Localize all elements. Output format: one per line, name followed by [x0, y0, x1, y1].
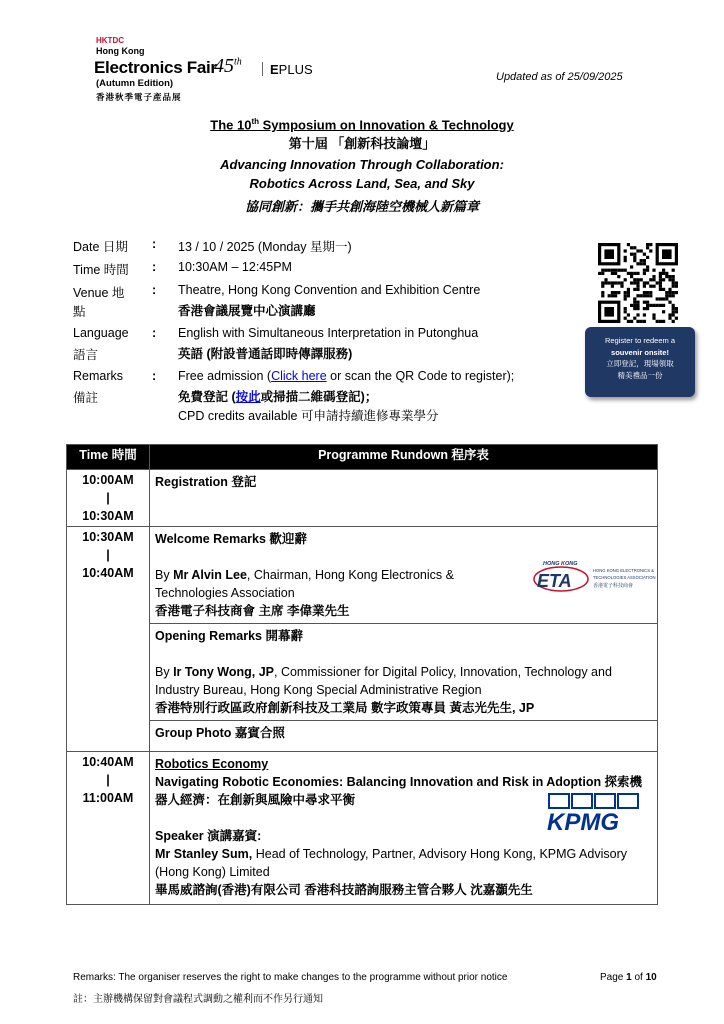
- footer-remark-zh: 註：主辦機構保留對會議程式調動之權利而不作另行通知: [73, 994, 323, 1005]
- footer-remark-en: Remarks: The organiser reserves the right to make changes to the programme without prior notice: [73, 972, 508, 983]
- venue-colon: :: [152, 283, 157, 297]
- theme-zh: 協同創新：攜手共創海陸空機械人新篇章: [244, 199, 479, 214]
- opening-cell: [150, 624, 658, 721]
- qr-caption-4: 精美禮品一份: [617, 370, 663, 380]
- theme-line-1: Advancing Innovation Through Collaboration:: [220, 157, 504, 172]
- logo-city: Hong Kong: [96, 46, 145, 56]
- venue-label-2: 點: [73, 305, 86, 319]
- time-label: Time 時間: [73, 263, 129, 277]
- language-label: Language: [73, 326, 129, 340]
- opening-speaker: By Ir Tony Wong, JP, Commissioner for Digital Policy, Innovation, Technology and Industry Bureau, Hong Kong Special Administrative Region: [155, 665, 612, 697]
- eta-logo: [531, 555, 656, 605]
- table-row: [67, 752, 658, 905]
- row-time: 10:30AM | 10:40AM: [67, 527, 150, 752]
- welcome-title: Welcome Remarks 歡迎辭: [155, 532, 307, 546]
- qr-caption-3: 立即登記，現場領取: [606, 359, 674, 368]
- qr-caption-1: Register to redeem a: [604, 336, 676, 345]
- language-colon: :: [152, 326, 157, 340]
- svg-text:HONG KONG: HONG KONG: [543, 561, 578, 567]
- economy-speaker: Mr Stanley Sum, Head of Technology, Partner, Advisory Hong Kong, KPMG Advisory (Hong Kong) Limited: [155, 847, 627, 879]
- date-label: Date 日期: [73, 240, 128, 254]
- remarks-label-2: 備註: [73, 391, 99, 405]
- date-colon: :: [152, 237, 157, 251]
- remarks-line-3: CPD credits available 可申請持續進修專業學分: [178, 409, 439, 423]
- language-value-en: English with Simultaneous Interpretation in Putonghua: [178, 326, 479, 340]
- welcome-speaker-zh: 香港電子科技商會 主席 李偉業先生: [155, 604, 350, 618]
- welcome-speaker: By Mr Alvin Lee, Chairman, Hong Kong Electronics & Technologies Association: [155, 568, 454, 600]
- logo-fair-name-zh: 香港秋季電子產品展: [96, 92, 182, 102]
- group-photo-cell: Group Photo 嘉賓合照: [150, 721, 658, 752]
- svg-text:香港電子科技商會: 香港電子科技商會: [593, 583, 634, 589]
- programme-table: [66, 444, 658, 905]
- logo-fair-name: Electronics Fair: [94, 58, 217, 77]
- hktdc-logo: HKTDC: [96, 36, 124, 45]
- svg-text:TECHNOLOGIES ASSOCIATION: TECHNOLOGIES ASSOCIATION: [593, 575, 656, 580]
- remarks-colon: :: [152, 369, 157, 383]
- row-time: 10:00AM | 10:30AM: [67, 470, 150, 527]
- remarks-label: Remarks: [73, 369, 124, 383]
- table-row: [67, 624, 658, 721]
- registration-cell: Registration 登記: [150, 470, 658, 527]
- qr-caption-box: [585, 327, 695, 397]
- qr-caption-2: souvenir onsite!: [611, 347, 669, 357]
- svg-text:HONG KONG ELECTRONICS &: HONG KONG ELECTRONICS &: [593, 568, 654, 573]
- col-time-header: Time 時間: [67, 445, 150, 470]
- economy-topic: Navigating Robotic Economies: Balancing Innovation and Risk in Adoption 探索機器人經濟：在創新與風險中尋求平衡: [155, 775, 643, 807]
- page-number: Page 1 of 10: [600, 972, 657, 983]
- language-label-2: 語言: [73, 348, 99, 362]
- table-header-row: [67, 445, 658, 470]
- remarks-line-2: 免費登記 (按此或掃描二維碼登記)；: [178, 390, 378, 404]
- table-row: [67, 470, 658, 527]
- remarks-line-1: Free admission (Click here or scan the QR Code to register);: [178, 369, 515, 383]
- language-value-zh: 英語 (附設普通話即時傳譯服務): [178, 347, 353, 361]
- welcome-cell: [150, 527, 658, 624]
- theme-line-2: Robotics Across Land, Sea, and Sky: [249, 176, 475, 191]
- time-colon: :: [152, 260, 157, 274]
- table-row: [67, 721, 658, 752]
- table-row: [67, 527, 658, 624]
- register-link[interactable]: Click here: [271, 369, 327, 383]
- opening-title: Opening Remarks 開幕辭: [155, 629, 303, 643]
- economy-cell: [150, 752, 658, 905]
- time-value: 10:30AM – 12:45PM: [178, 260, 292, 274]
- venue-label: Venue 地: [73, 286, 125, 300]
- kpmg-logo: [545, 792, 645, 834]
- updated-date: Updated as of 25/09/2025: [496, 71, 623, 83]
- venue-value-en: Theatre, Hong Kong Convention and Exhibition Centre: [178, 283, 481, 297]
- edition-mark: 45th: [214, 55, 242, 77]
- row-time: 10:40AM | 11:00AM: [67, 752, 150, 905]
- logo-divider: [262, 62, 263, 76]
- qr-code-icon[interactable]: [598, 243, 678, 323]
- symposium-title: The 10th Symposium on Innovation & Technology: [210, 117, 514, 133]
- speaker-label: Speaker 演講嘉賓:: [155, 829, 262, 843]
- economy-speaker-zh: 畢馬威諮詢(香港)有限公司 香港科技諮詢服務主管合夥人 沈嘉灝先生: [155, 883, 533, 897]
- logo-autumn-edition: (Autumn Edition): [96, 78, 174, 89]
- opening-speaker-zh: 香港特別行政區政府創新科技及工業局 數字政策專員 黃志光先生, JP: [155, 701, 535, 715]
- svg-text:ETA: ETA: [537, 571, 572, 591]
- svg-text:KPMG: KPMG: [547, 809, 619, 836]
- eplus-logo: EPLUS: [270, 62, 313, 77]
- symposium-title-zh: 第十屆 「創新科技論壇」: [288, 136, 436, 151]
- economy-title: Robotics Economy: [155, 757, 269, 771]
- col-rundown-header: Programme Rundown 程序表: [150, 445, 658, 470]
- date-value: 13 / 10 / 2025 (Monday 星期一): [178, 240, 352, 254]
- register-link-zh[interactable]: 按此: [235, 390, 261, 404]
- venue-value-zh: 香港會議展覽中心演講廳: [178, 304, 316, 318]
